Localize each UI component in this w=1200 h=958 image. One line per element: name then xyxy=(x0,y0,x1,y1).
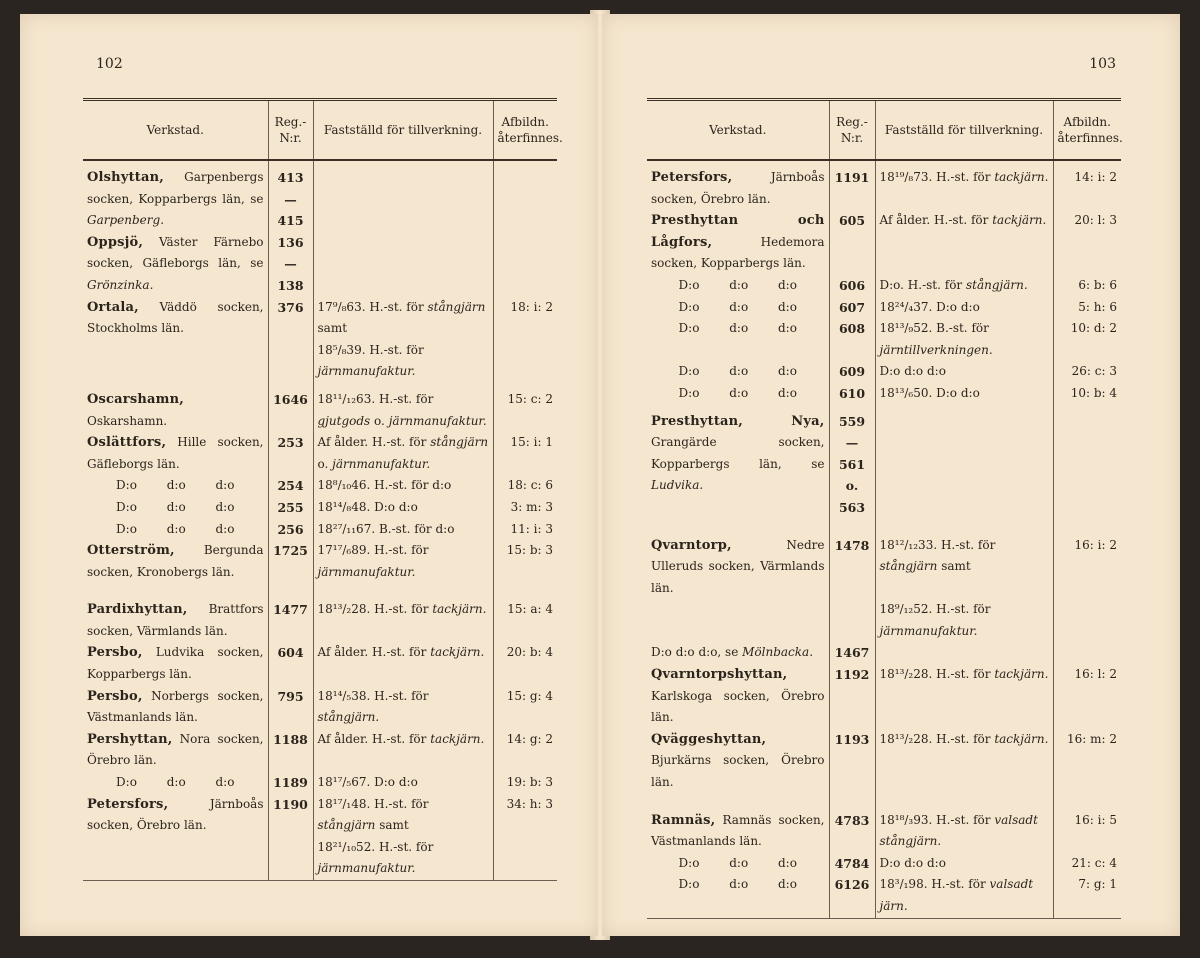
table-row: Qväggeshyttan, Bjurkärns socken, Örebro län. 1193 18¹³/₂28. H.-st. för tackjärn. 16: m: 2 xyxy=(647,729,1121,794)
table-row: D:o d:o d:o 609 D:o d:o d:o 26: c: 3 xyxy=(647,361,1121,383)
table-row: Qvarntorp, Nedre Ulleruds socken, Värmlands län. 1478 18¹²/₁₂33. H.-st. för stångjärn samt 16: i: 2 xyxy=(647,535,1121,600)
header-workshop: Verkstad. xyxy=(647,100,829,161)
table-row: Pershyttan, Nora socken, Örebro län. 1188 Af ålder. H.-st. för tackjärn. 14: g: 2 xyxy=(83,729,557,772)
table-row: D:o d:o d:o 255 18¹⁴/₈48. D:o d:o 3: m: 3 xyxy=(83,497,557,519)
table-row: D:o d:o d:o 256 18²⁷/₁₁67. B.-st. för d:o 11: i: 3 xyxy=(83,519,557,541)
table-row: Persbo, Ludvika socken, Kopparbergs län. 604 Af ålder. H.-st. för tackjärn. 20: b: 4 xyxy=(83,642,557,685)
header-reg: Reg.-N:r. xyxy=(829,100,875,161)
spacer-row xyxy=(647,519,1121,535)
table-row: 18⁹/₁₂52. H.-st. för järnmanufaktur. xyxy=(647,599,1121,642)
table-row: Presthyttan och Lågfors, Hedemora socken, Kopparbergs län. 605 Af ålder. H.-st. för tackjärn. 20: l: 3 xyxy=(647,210,1121,275)
table-row: D:o d:o d:o 254 18⁸/₁₀46. H.-st. för d:o 18: c: 6 xyxy=(83,475,557,497)
table-row: Petersfors, Järnboås socken, Örebro län. 1190 18¹⁷/₁48. H.-st. för stångjärn samt 34: h: 3 xyxy=(83,794,557,837)
header-fixed: Fastställd för tillverkning. xyxy=(313,100,493,161)
spacer-row xyxy=(647,160,1121,167)
table-row: D:o d:o d:o, se Mölnbacka. 1467 xyxy=(647,642,1121,664)
ledger-table xyxy=(647,98,1121,919)
table-row: Oscarshamn, Oskarshamn. 1646 18¹¹/₁₂63. H.-st. för gjutgods o. järnmanufaktur. 15: c: 2 xyxy=(83,389,557,432)
page-number: 102 xyxy=(96,56,123,72)
header-illus: Afbildn. återfinnes. xyxy=(493,100,557,161)
table-row: Ortala, Väddö socken, Stockholms län. 376 17⁹/₈63. H.-st. för stångjärn samt 18: i: 2 xyxy=(83,297,557,340)
table-row: Olshyttan, Garpenbergs socken, Kopparbergs län, se Garpenberg. 413—415 xyxy=(83,167,557,232)
table-row: Otterström, Bergunda socken, Kronobergs län. 1725 17¹⁷/₆89. H.-st. för järnmanufaktur. 15: b: 3 xyxy=(83,540,557,583)
table-row: Qvarntorpshyttan, Karlskoga socken, Örebro län. 1192 18¹³/₂28. H.-st. för tackjärn. 16: l: 2 xyxy=(647,664,1121,729)
table-row: D:o d:o d:o 610 18¹³/₆50. D:o d:o 10: b: 4 xyxy=(647,383,1121,405)
left-page xyxy=(20,14,598,936)
table-row: D:o d:o d:o 607 18²⁴/₄37. D:o d:o 5: h: 6 xyxy=(647,297,1121,319)
header-workshop: Verkstad. xyxy=(83,100,268,161)
table-header xyxy=(83,100,557,161)
table-row: Oppsjö, Väster Färnebo socken, Gäfleborgs län, se Grönzinka. 136—138 xyxy=(83,232,557,297)
table-row: D:o d:o d:o 1189 18¹⁷/₅67. D:o d:o 19: b: 3 xyxy=(83,772,557,794)
table-row: Persbo, Norbergs socken, Västmanlands län. 795 18¹⁴/₅38. H.-st. för stångjärn. 15: g: 4 xyxy=(83,686,557,729)
spacer-row xyxy=(83,160,557,167)
table-row: D:o d:o d:o 608 18¹³/₉52. B.-st. för järntillverkningen. 10: d: 2 xyxy=(647,318,1121,361)
table-row: D:o d:o d:o 4784 D:o d:o d:o 21: c: 4 xyxy=(647,853,1121,875)
table-row: Oslättfors, Hille socken, Gäfleborgs län. 253 Af ålder. H.-st. för stångjärn o. järnmanufaktur. 15: i: 1 xyxy=(83,432,557,475)
ledger-table xyxy=(83,98,563,881)
header-fixed: Fastställd för tillverkning. xyxy=(875,100,1053,161)
spacer-row xyxy=(647,794,1121,810)
table-row: Presthyttan, Nya, Grangärde socken, Kopparbergs län, se Ludvika. 559 — 561 o. 563 xyxy=(647,411,1121,519)
table-row: 18²¹/₁₀52. H.-st. för järnmanufaktur. xyxy=(83,837,557,881)
table-row: Ramnäs, Ramnäs socken, Västmanlands län. 4783 18¹⁸/₃93. H.-st. för valsadt stångjärn. 16: i: 5 xyxy=(647,810,1121,853)
table-row: Pardixhyttan, Brattfors socken, Värmlands län. 1477 18¹³/₂28. H.-st. för tackjärn. 15: a: 4 xyxy=(83,599,557,642)
table-row: D:o d:o d:o 6126 18³/₁98. H.-st. för valsadt järn. 7: g: 1 xyxy=(647,874,1121,918)
header-reg: Reg.-N:r. xyxy=(268,100,313,161)
table-row: 18⁵/₈39. H.-st. för järnmanufaktur. xyxy=(83,340,557,383)
table-row: D:o d:o d:o 606 D:o. H.-st. för stångjärn. 6: b: 6 xyxy=(647,275,1121,297)
page-number: 103 xyxy=(1089,56,1116,72)
spacer-row xyxy=(83,583,557,599)
right-page xyxy=(602,14,1180,936)
header-illus: Afbildn. återfinnes. xyxy=(1053,100,1121,161)
table-row: Petersfors, Järnboås socken, Örebro län. 1191 18¹⁹/₈73. H.-st. för tackjärn. 14: i: 2 xyxy=(647,167,1121,210)
table-header xyxy=(647,100,1121,161)
